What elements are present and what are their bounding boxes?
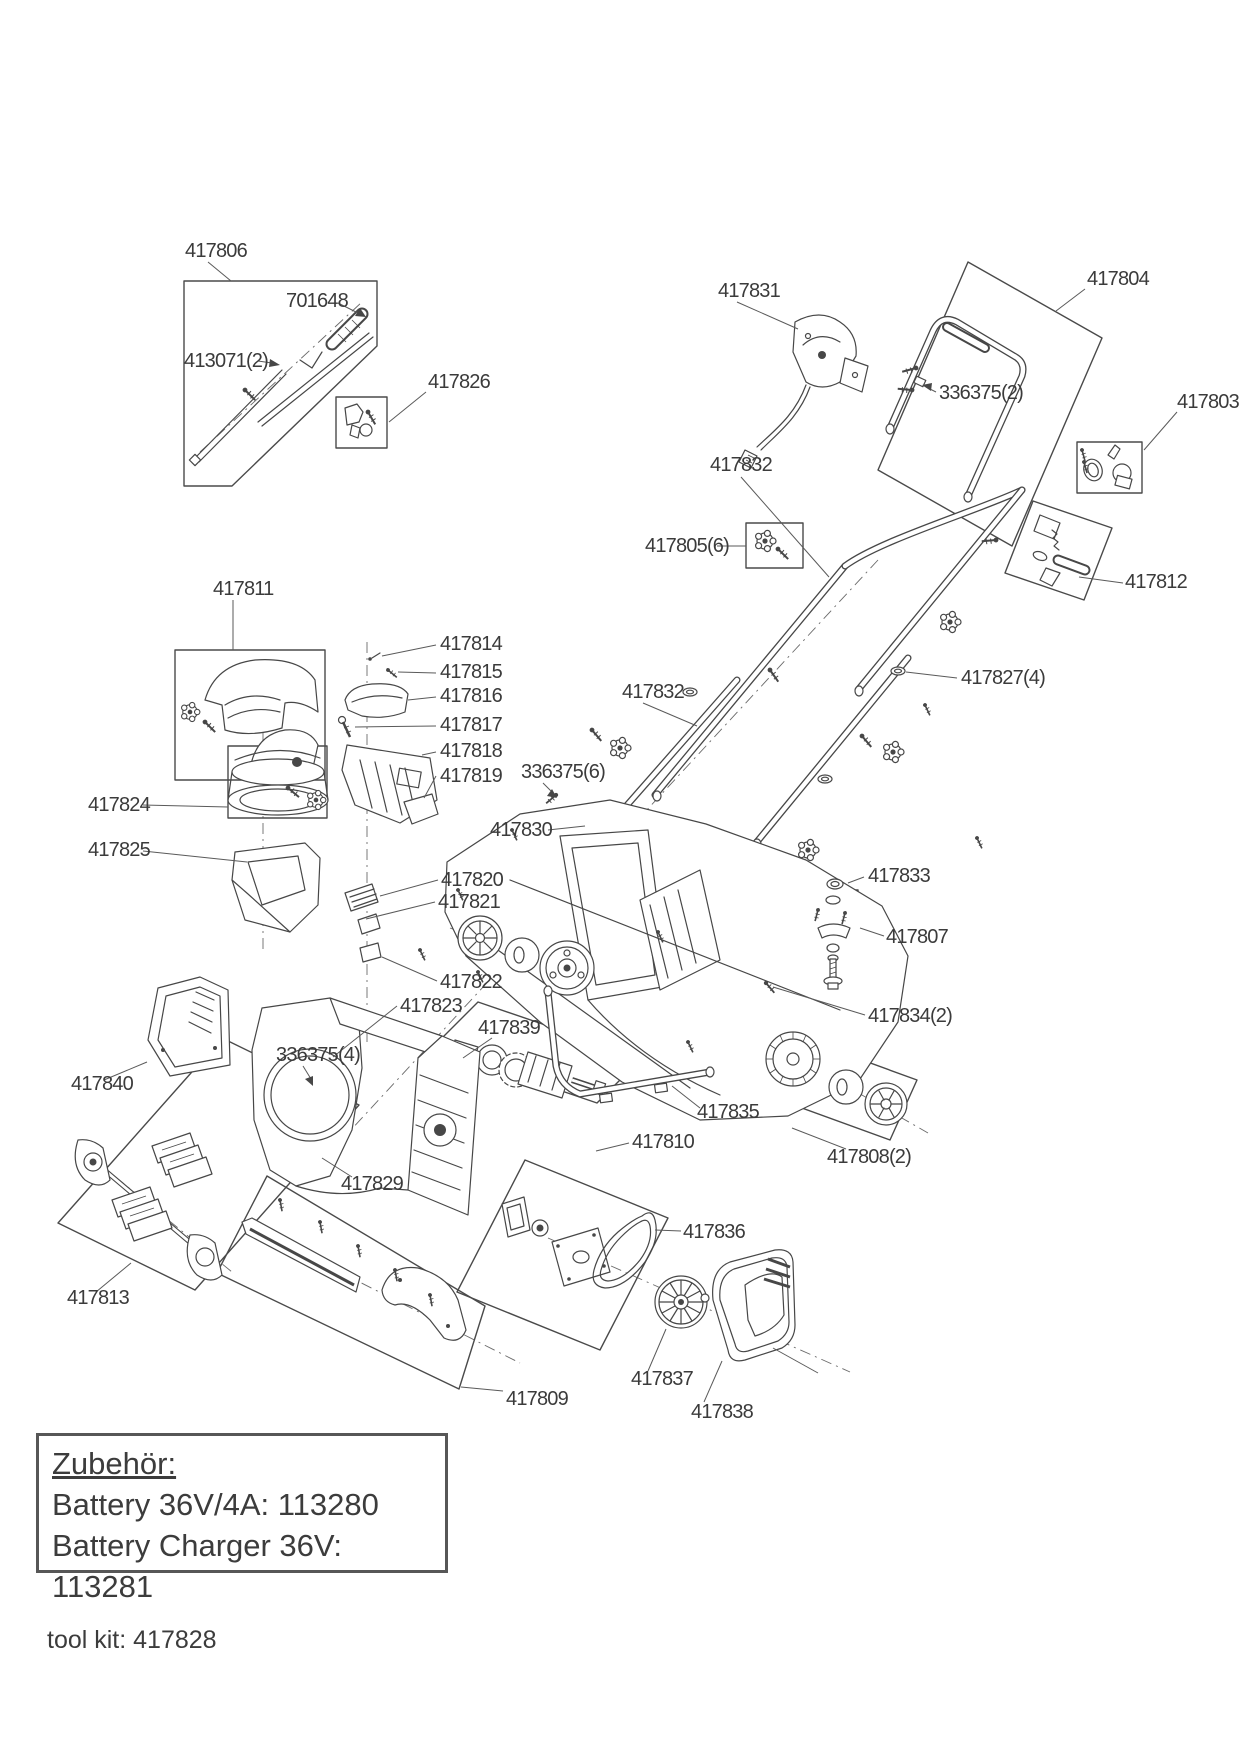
part-label-417804: 417804: [1087, 268, 1149, 290]
part-label-417840: 417840: [71, 1073, 133, 1095]
impeller-fan-sketch: [655, 1276, 709, 1328]
scraper-bar-sketch: [242, 1197, 466, 1340]
part-label-417825: 417825: [88, 839, 150, 861]
part-label-417821: 417821: [438, 891, 500, 913]
chute-base-sketch: [228, 730, 328, 815]
chute-bracket-sketch: [232, 843, 320, 932]
part-label-417835: 417835: [697, 1101, 759, 1123]
crank-bracket-sketch: [345, 404, 380, 438]
part-label-417822: 417822: [440, 971, 502, 993]
part-label-417824: 417824: [88, 794, 150, 816]
part-label-417823: 417823: [400, 995, 462, 1017]
switch-lever-sketch: [739, 315, 868, 468]
part-label-417803: 417803: [1177, 391, 1239, 413]
part-label-417836: 417836: [683, 1221, 745, 1243]
part-label-417814: 417814: [440, 633, 502, 655]
part-label-417817: 417817: [440, 714, 502, 736]
part-label-336375-2: 336375(2): [939, 382, 1023, 404]
part-label-417830: 417830: [490, 819, 552, 841]
handle-knob-box: [746, 523, 803, 568]
part-label-336375-6: 336375(6): [521, 761, 605, 783]
part-label-413071: 413071(2): [184, 350, 268, 372]
side-plate-sketch: [148, 977, 230, 1076]
vent-parts-sketch: [345, 884, 381, 962]
upper-handle-sketch: [886, 319, 1023, 502]
part-label-417815: 417815: [440, 661, 502, 683]
part-label-417820: 417820: [441, 869, 503, 891]
part-label-417810: 417810: [632, 1131, 694, 1153]
part-label-417832-left: 417832: [622, 681, 684, 703]
chute-crank-box: [184, 281, 377, 486]
part-label-417834: 417834(2): [868, 1005, 952, 1027]
part-label-417805: 417805(6): [645, 535, 729, 557]
chute-crank-sketch: [189, 314, 373, 466]
part-label-417826: 417826: [428, 371, 490, 393]
part-label-417829: 417829: [341, 1173, 403, 1195]
drive-belt-sketch: [593, 1213, 656, 1288]
part-label-417832-right: 417832: [710, 454, 772, 476]
panel-parts-sketch: [339, 653, 439, 824]
trigger-box: [1005, 501, 1112, 600]
part-label-417831: 417831: [718, 280, 780, 302]
accessory-battery: Battery 36V/4A: 113280: [52, 1487, 379, 1522]
part-label-417808: 417808(2): [827, 1146, 911, 1168]
part-label-417809: 417809: [506, 1388, 568, 1410]
auger-sketch: [75, 1133, 222, 1280]
accessories-info-box: [36, 1433, 448, 1604]
part-label-701648: 701648: [286, 290, 348, 312]
part-label-417838: 417838: [691, 1401, 753, 1423]
part-label-417807: 417807: [886, 926, 948, 948]
part-label-417827: 417827(4): [961, 667, 1045, 689]
belt-cover-sketch: [713, 1250, 795, 1361]
part-label-417833: 417833: [868, 865, 930, 887]
part-label-336375-4: 336375(4): [276, 1044, 360, 1066]
part-label-417811: 417811: [213, 578, 274, 600]
part-label-417819: 417819: [440, 765, 502, 787]
tool-kit-note: tool kit: 417828: [47, 1626, 217, 1654]
crank-bracket-box: [336, 397, 387, 448]
handle-knob-sketch: [756, 530, 791, 559]
part-label-417813: 417813: [67, 1287, 129, 1309]
part-label-417837: 417837: [631, 1368, 693, 1390]
key-switch-sketch: [1077, 445, 1132, 489]
chute-deflector-sketch: [182, 660, 318, 734]
trigger-assembly-sketch: [1032, 515, 1085, 586]
part-label-417818: 417818: [440, 740, 502, 762]
part-label-417806: 417806: [185, 240, 247, 262]
accessories-title: Zubehör:: [52, 1446, 177, 1481]
accessory-charger: Battery Charger 36V: 113281: [52, 1528, 343, 1604]
part-label-417816: 417816: [440, 685, 502, 707]
part-label-417839: 417839: [478, 1017, 540, 1039]
part-label-417812: 417812: [1125, 571, 1187, 593]
